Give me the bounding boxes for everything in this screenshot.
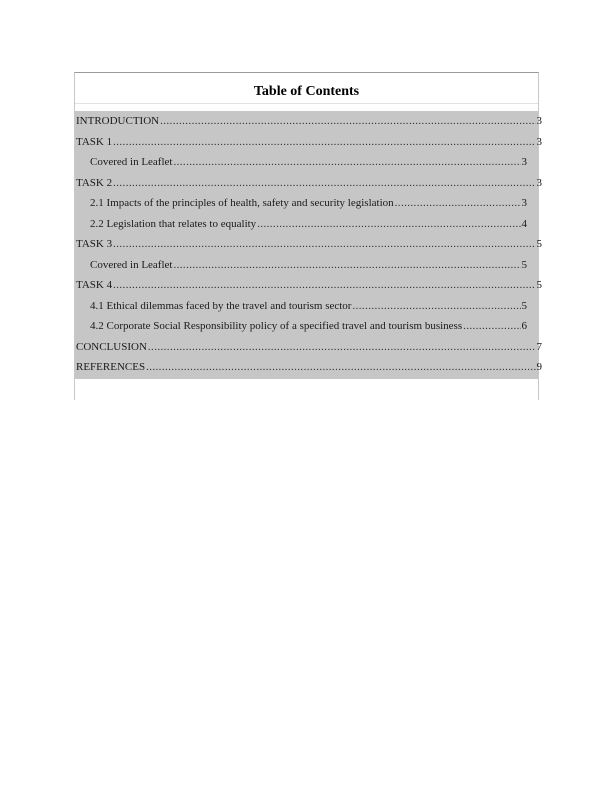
toc-leader-dots: [113, 234, 535, 254]
toc-leader-dots: [352, 296, 520, 316]
toc-title: Table of Contents: [253, 84, 360, 99]
toc-entry-text: Covered in Leaflet: [90, 156, 173, 168]
toc-entry-text: 4.2 Corporate Social Responsibility policy of a specified travel and tourism business: [90, 320, 463, 332]
toc-page-number: 5: [521, 259, 527, 271]
toc-page-number: 5: [521, 300, 527, 312]
toc-entry-text: TASK 1: [76, 136, 113, 148]
toc-leader-dots: [113, 275, 535, 295]
toc-entry-task-3-leaflet[interactable]: [90, 255, 527, 275]
toc-leader-dots: [257, 214, 520, 234]
toc-page-number: 3: [521, 156, 527, 168]
toc-entry-introduction[interactable]: [76, 111, 542, 131]
toc-entry-text: 2.2 Legislation that relates to equality: [90, 218, 257, 230]
toc-entry-text: TASK 2: [76, 177, 113, 189]
toc-leader-dots: [113, 132, 535, 152]
table-of-contents: [74, 72, 542, 400]
toc-entry-text: 4.1 Ethical dilemmas faced by the travel and tourism sector: [90, 300, 352, 312]
toc-entry-task-1-leaflet[interactable]: [90, 152, 527, 172]
toc-leader-dots: [146, 357, 535, 377]
toc-header: [75, 73, 538, 104]
toc-entry-text: 2.1 Impacts of the principles of health, safety and security legislation: [90, 197, 394, 209]
toc-page-number: 6: [521, 320, 527, 332]
toc-entry-conclusion[interactable]: [76, 337, 542, 357]
toc-page-number: 9: [536, 361, 542, 373]
toc-leader-dots: [395, 193, 521, 213]
toc-page-number: 5: [536, 238, 542, 250]
toc-entry-text: Covered in Leaflet: [90, 259, 173, 271]
toc-leader-dots: [160, 111, 535, 131]
toc-entry-references[interactable]: [76, 357, 542, 377]
toc-entry-task-1[interactable]: [76, 132, 542, 152]
toc-entry-4-1[interactable]: [90, 296, 527, 316]
toc-page-number: 7: [536, 341, 542, 353]
toc-page-number: 5: [536, 279, 542, 291]
toc-page-number: 4: [521, 218, 527, 230]
toc-entry-4-2[interactable]: [90, 316, 527, 336]
toc-bottom-spacer: [75, 379, 538, 399]
toc-entry-task-4[interactable]: [76, 275, 542, 295]
toc-entry-2-2[interactable]: [90, 214, 527, 234]
toc-page-number: 3: [536, 136, 542, 148]
toc-leader-dots: [148, 337, 536, 357]
toc-body: [75, 111, 542, 379]
toc-leader-dots: [113, 173, 535, 193]
toc-leader-dots: [173, 255, 520, 275]
toc-page-number: 3: [521, 197, 527, 209]
toc-entry-task-3[interactable]: [76, 234, 542, 254]
toc-entry-text: INTRODUCTION: [76, 115, 160, 127]
toc-entry-task-2[interactable]: [76, 173, 542, 193]
toc-leader-dots: [173, 152, 520, 172]
toc-entry-text: REFERENCES: [76, 361, 146, 373]
toc-entry-text: CONCLUSION: [76, 341, 147, 353]
toc-page-number: 3: [536, 115, 542, 127]
toc-entry-2-1[interactable]: [90, 193, 527, 213]
toc-entry-text: TASK 3: [76, 238, 113, 250]
toc-page-number: 3: [536, 177, 542, 189]
toc-entry-text: TASK 4: [76, 279, 113, 291]
toc-leader-dots: [463, 316, 520, 336]
